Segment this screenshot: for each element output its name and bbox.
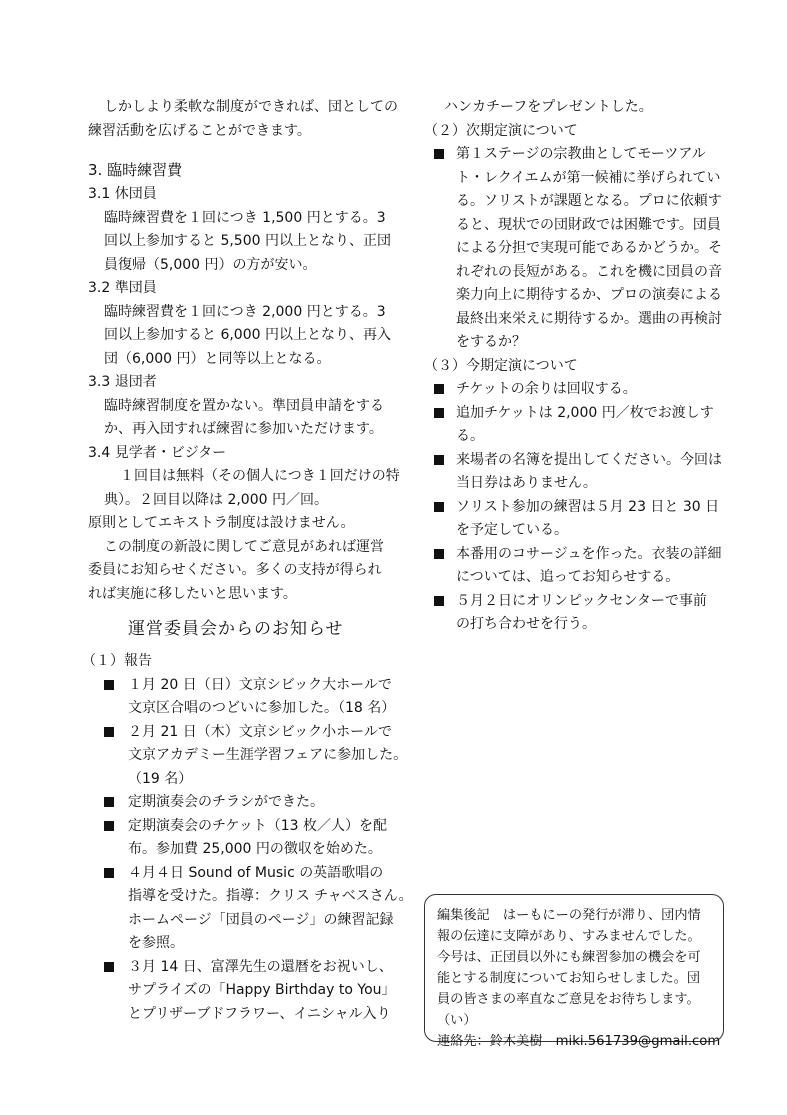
list-item-line: ２月 21 日（木）文京シビック小ホールで: [128, 723, 392, 740]
editors-note-box: [424, 894, 724, 1049]
square-bullet-icon: [434, 596, 444, 606]
list-item-line: 布。参加費 25,000 円の徴収を始めた。: [128, 841, 382, 857]
intro-paragraph: [88, 96, 406, 143]
list-item: [88, 791, 406, 815]
square-bullet-icon: [104, 962, 114, 972]
subsection-3-1-line: 員復帰（5,000 円）の方が安い。: [104, 256, 317, 273]
subsection-3-3-line: 臨時練習制度を置かない。準団員申請をする: [104, 397, 384, 414]
list-item-line: を参照。: [128, 935, 184, 951]
list-item: [88, 956, 406, 1027]
closing-line: 委員にお知らせください。多くの支持が得られ: [88, 562, 382, 578]
list-item-line: 楽力向上に期待するか、プロの演奏による: [456, 287, 722, 303]
square-bullet-icon: [434, 384, 444, 394]
intro-line: 練習活動を広げることができます。: [88, 122, 311, 139]
list-item-line: 定期演奏会のチラシができた。: [128, 794, 324, 810]
continued-text: ハンカチーフをプレゼントした。: [444, 99, 653, 115]
list-item-line: ると、現状での団財政では困難です。団員: [456, 216, 721, 233]
list-item-line: ソリスト参加の練習は５月 23 日と 30 日: [456, 498, 720, 515]
square-bullet-icon: [104, 797, 114, 807]
list-item-line: を予定している。: [456, 522, 568, 538]
note-line: 員の皆さまの率直なご意見をお待ちします。: [437, 992, 700, 1007]
subsection-3-4-line: １回目は無料（その個人につき１回だけの特: [120, 468, 400, 484]
this-concert-heading: （３）今期定演について: [424, 357, 578, 374]
list-item-line: 当日券はありません。: [456, 475, 597, 491]
closing-line: れば実施に移したいと思います。: [88, 585, 297, 602]
list-item-line: については、追ってお知らせする。: [456, 569, 680, 585]
list-item: [424, 543, 724, 590]
square-bullet-icon: [434, 502, 444, 512]
section-3-heading: 3. 臨時練習費: [88, 161, 183, 179]
square-bullet-icon: [434, 149, 444, 159]
list-item-line: チケットの余りは回収する。: [456, 381, 637, 397]
subsection-3-2-heading: 3.2 準団員: [88, 280, 157, 296]
list-item: [424, 449, 724, 496]
committee-heading: 運営委員会からのお知らせ: [128, 619, 344, 639]
list-item-line: ホームページ「団員のページ」の練習記録: [128, 911, 394, 928]
square-bullet-icon: [104, 868, 114, 878]
square-bullet-icon: [434, 549, 444, 559]
list-item-line: ４月４日 Sound of Music の英語歌唱の: [128, 864, 384, 881]
subsection-3-2-line: 団（6,000 円）と同等以上となる。: [104, 350, 331, 367]
list-item-line: （19 名）: [128, 770, 193, 787]
list-item: [88, 815, 406, 862]
list-item-line: れぞれの長短がある。これを機に団員の音: [456, 263, 722, 280]
list-item-line: る。: [456, 428, 484, 444]
subsection-3-1-line: 臨時練習費を１回につき 1,500 円とする。3: [104, 209, 386, 226]
note-line: 能とする制度についてお知らせしました。団: [437, 971, 701, 986]
list-item: [424, 378, 724, 402]
left-column: [82, 96, 413, 1026]
list-item-line: 最終出来栄えに期待するか。選曲の再検討: [456, 310, 722, 327]
next-concert-heading: （２）次期定演について: [424, 122, 578, 139]
report-heading: （１）報告: [82, 653, 152, 669]
contact-line: 連絡先：鈴木美樹 miki.561739@gmail.com: [437, 1034, 721, 1049]
square-bullet-icon: [104, 680, 114, 690]
list-item-line: 追加チケットは 2,000 円／枚でお渡しす: [456, 404, 714, 421]
note-line: 今号は、正団員以外にも練習参加の機会を可: [437, 950, 701, 965]
list-item: [424, 496, 724, 543]
square-bullet-icon: [104, 821, 114, 831]
intro-line: しかしより柔軟な制度ができれば、団としての: [104, 99, 398, 115]
list-item-line: サプライズの「Happy Birthday to You」: [128, 982, 396, 998]
principle-text: 原則としてエキストラ制度は設けません。: [88, 515, 355, 531]
note-signature: （い）: [437, 1013, 477, 1028]
list-item-line: 文京区合唱のつどいに参加した。（18 名）: [128, 700, 396, 716]
list-item-line: とプリザーブドフラワー、イニシャル入り: [128, 1005, 391, 1022]
list-item-line: 定期演奏会のチケット（13 枚／人）を配: [128, 817, 388, 834]
list-item: [88, 674, 406, 721]
list-item-line: ３月 14 日、富澤先生の還暦をお祝いし、: [128, 958, 393, 975]
right-column: [424, 96, 724, 637]
report-list: [88, 674, 413, 1027]
list-item-line: 指導を受けた。指導：クリス チャベスさん。: [128, 888, 413, 904]
square-bullet-icon: [434, 455, 444, 465]
subsection-3-2-line: 臨時練習費を１回につき 2,000 円とする。3: [104, 303, 386, 320]
note-line: 報の伝達に支障があり、すみませんでした。: [437, 929, 701, 944]
subsection-3-3-line: か、再入団すれば練習に参加いただけます。: [104, 421, 383, 437]
list-item-line: 第１ステージの宗教曲としてモーツアル: [456, 146, 706, 162]
list-item-line: １月 20 日（日）文京シビック大ホールで: [128, 676, 392, 693]
list-item-line: をするか？: [456, 334, 526, 350]
square-bullet-icon: [104, 727, 114, 737]
list-item: [88, 721, 406, 792]
list-item-line: 文京アカデミー生涯学習フェアに参加した。: [128, 747, 408, 763]
list-item: [88, 862, 413, 956]
list-item-line: る。ソリストが課題となる。プロに依頼す: [456, 193, 722, 209]
closing-line: この制度の新設に関してご意見があれば運営: [104, 538, 384, 555]
square-bullet-icon: [434, 408, 444, 418]
subsection-3-1-line: 回以上参加すると 5,500 円以上となり、正団: [104, 233, 391, 249]
subsection-3-4-heading: 3.4 見学者・ビジター: [88, 444, 227, 461]
list-item-line: による分担で実現可能であるかどうか。そ: [456, 240, 722, 256]
subsection-3-4-line: 典）。２回目以降は 2,000 円／回。: [104, 491, 328, 508]
subsection-3-3-heading: 3.3 退団者: [88, 374, 157, 390]
subsection-3-2-line: 回以上参加すると 6,000 円以上となり、再入: [104, 327, 391, 343]
list-item-line: 来場者の名簿を提出してください。今回は: [456, 451, 722, 468]
note-line: 編集後記 はーもにーの発行が滞り、団内情: [437, 908, 701, 923]
list-item-line: の打ち合わせを行う。: [456, 616, 596, 632]
list-item: [424, 590, 724, 637]
list-item-line: ト・レクイエムが第一候補に挙げられてい: [456, 169, 721, 186]
list-item: [424, 143, 724, 355]
list-item-line: 本番用のコサージュを作った。衣装の詳細: [456, 545, 722, 562]
subsection-3-1-heading: 3.1 休団員: [88, 186, 157, 202]
list-item-line: ５月２日にオリンピックセンターで事前: [456, 592, 707, 609]
list-item: [424, 402, 724, 449]
